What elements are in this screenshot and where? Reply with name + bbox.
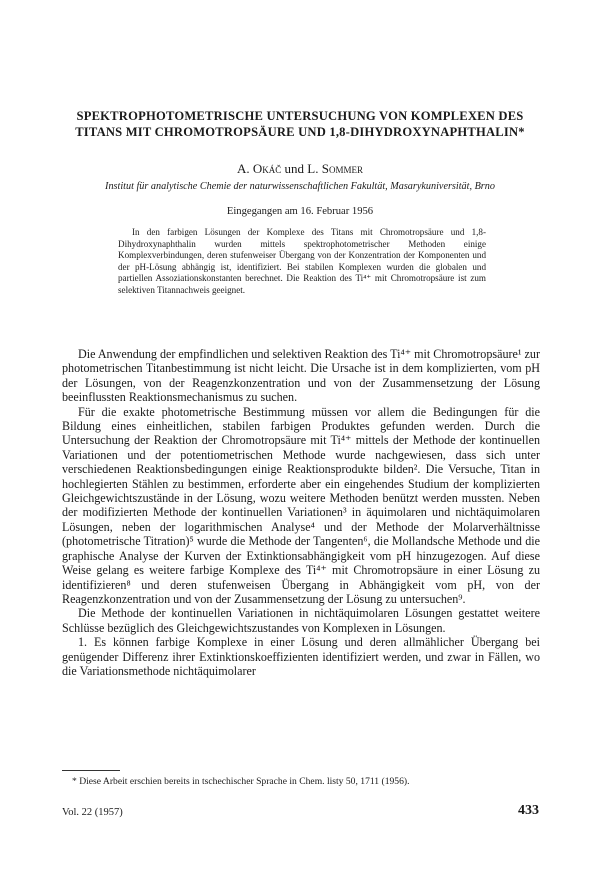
article-title [30,108,570,140]
author1-initial: A. [237,161,253,176]
authors [30,161,570,177]
body-paragraph-1: Die Anwendung der empfindlichen und selektiven Reaktion des Ti⁴⁺ mit Chromotropsäure¹ zur photometrischen Titanbestimmung ist nicht leicht. Die Ursache ist in dem komplizierten, vom pH der Lösungen, von der Reagenzkonzentration und von der Zusammensetzung der Lösung beeinflussten Reaktionsmechanismus zu suchen. [62,347,540,405]
footnote-divider [62,770,120,771]
author2-name: Sommer [321,161,363,176]
page-number: 433 [518,803,539,818]
footnote: * Diese Arbeit erschien bereits in tschechischer Sprache in Chem. listy 50, 1711 (1956). [72,776,410,787]
received-date: Eingegangen am 16. Februar 1956 [226,206,374,217]
title-line-2: TITANS MIT CHROMOTROPSÄURE UND 1,8-DIHYDROXYNAPHTHALIN* [75,125,525,139]
body-text [62,347,540,678]
title-line-1: SPEKTROPHOTOMETRISCHE UNTERSUCHUNG VON KOMPLEXEN DES [76,109,524,123]
institute-affiliation: Institut für analytische Chemie der naturwissenschaftlichen Fakultät, Masarykuniversität, Brno [105,181,495,192]
abstract: In den farbigen Lösungen der Komplexe des Titans mit Chromotropsäure und 1,8-Dihydroxynaphthalin wurden mittels spektrophotometrischer Methoden einige Komplexverbindungen, deren stufenweiser Übergang von der Konzentration der Komponenten und der pH-Lösung abhängig ist, identifiziert. Bei stabilen Komplexen wurden die globalen und partiellen Assoziationskonstanten berechnet. Die Reaktion des Ti⁴⁺ mit Chromotropsäure ist zum selektiven Titannachweis geeignet. [118,227,486,295]
body-paragraph-2: Für die exakte photometrische Bestimmung müssen vor allem die Bedingungen für die Bildung eines einheitlichen, stabilen farbigen Produktes gefunden werden. Durch die Untersuchung der Reaktion der Chromotropsäure mit Ti⁴⁺ mittels der Methode der kontinuellen Variationen und der potentiometrischen Methode wurde nachgewiesen, dass sich unter verschiedenen Reaktionsbedingungen einige Reaktionsprodukte bilden². Die Versuche, Titan in hochlegierten Stählen zu bestimmen, erforderte aber ein eingehendes Studium der komplizierten Gleichgewichtszustände in der Lösung, wozu weitere Methoden benützt werden mussten. Neben der modifizierten Methode der kontinuellen Variationen³ in äquimolaren und nichtäquimolaren Lösungen, neben der logarithmischen Analyse⁴ und der Methode der Molarverhältnisse (photometrische Titration)⁵ wurde die Methode der Tangenten⁶, die Mollandsche Methode und die graphische Analyse der Kurven der Extinktionsabhängigkeit vom pH hinzugezogen. Auf diese Weise gelang es weitere farbige Komplexe des Ti⁴⁺ mit Chromotropsäure in einer Lösung zu identifizieren⁸ und deren stufenweisen Übergang in Abhängigkeit vom pH, von der Reagenzkonzentration und von der Zusammensetzung der Lösung zu untersuchen⁹. [62,404,540,606]
authors-und: und L. [281,161,322,176]
body-paragraph-4: 1. Es können farbige Komplexe in einer Lösung und deren allmählicher Übergang bei genügender Differenz ihrer Extinktionskoeffizienten identifiziert werden, und zwar in Fällen, wo die Variationsmethode nichtäquimolarer [62,635,540,678]
journal-volume: Vol. 22 (1957) [62,807,123,818]
body-paragraph-3: Die Methode der kontinuellen Variationen in nichtäquimolaren Lösungen gestattet weitere Schlüsse bezüglich des Gleichgewichtszustandes von Komplexen in Lösungen. [62,606,540,635]
author1-name: Okáč [252,161,282,176]
